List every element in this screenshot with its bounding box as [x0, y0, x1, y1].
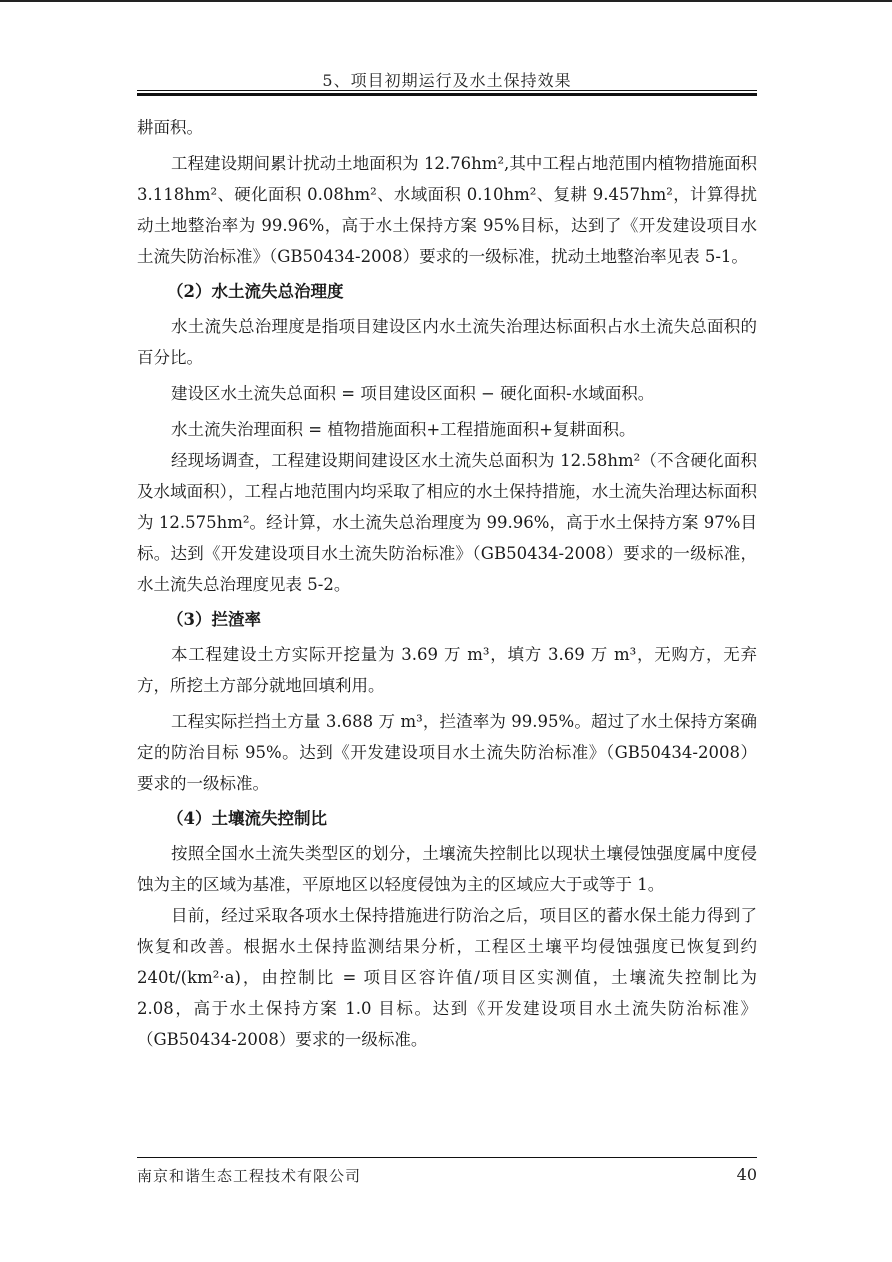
header-rule — [137, 90, 757, 91]
paragraph-retention-rate: 工程实际拦挡土方量 3.688 万 m³，拦渣率为 99.95%。超过了水土保持方案确定的防治目标 95%。达到《开发建设项目水土流失防治标准》（GB50434-2008）要求的一级标准。 — [137, 712, 757, 793]
section-heading-3: （3）拦渣率 — [167, 610, 261, 629]
paragraph-definition: 水土流失总治理度是指项目建设区内水土流失治理达标面积占水土流失总面积的百分比。 — [137, 317, 757, 367]
section-heading-2: （2）水土流失总治理度 — [167, 282, 344, 301]
section-heading-4: （4）土壤流失控制比 — [167, 809, 327, 828]
page-number: 40 — [736, 1165, 757, 1184]
top-border — [0, 0, 892, 2]
formula-total-area: 建设区水土流失总面积 = 项目建设区面积 − 硬化面积-水域面积。 — [171, 384, 655, 403]
paragraph-earthwork: 本工程建设土方实际开挖量为 3.69 万 m³，填方 3.69 万 m³，无购方，无弃方，所挖土方部分就地回填利用。 — [137, 645, 757, 695]
footer-company: 南京和谐生态工程技术有限公司 — [137, 1167, 362, 1185]
header-rule-thick — [137, 93, 757, 96]
paragraph-disturbed-land: 工程建设期间累计扰动土地面积为 12.76hm²,其中工程占地范围内植物措施面积 3.118hm²、硬化面积 0.08hm²、水域面积 0.10hm²、复耕 9.457hm²，计算得扰动土地整治率为 99.96%，高于水土保持方案 95%目标，达到了《开发建设项目水土流失防治标准》（GB50434-2008）要求的一级标准，扰动土地整治率见表 5-1。 — [137, 154, 757, 266]
page-header — [137, 62, 757, 98]
formula-treated-area: 水土流失治理面积 = 植物措施面积+工程措施面积+复耕面积。 — [171, 420, 636, 439]
page-body — [137, 112, 757, 1055]
paragraph-continued: 耕面积。 — [137, 118, 203, 137]
paragraph-control-ratio: 目前，经过采取各项水土保持措施进行防治之后，项目区的蓄水保土能力得到了恢复和改善。根据水土保持监测结果分析，工程区土壤平均侵蚀强度已恢复到约 240t/(km²·a)，由控制比 = 项目区容许值/项目区实测值，土壤流失控制比为 2.08，高于水土保持方案 1.0 目标。达到《开发建设项目水土流失防治标准》（GB50434-2008）要求的一级标准。 — [137, 906, 757, 1049]
paragraph-survey-result: 经现场调查，工程建设期间建设区水土流失总面积为 12.58hm²（不含硬化面积及水域面积），工程占地范围内均采取了相应的水土保持措施，水土流失治理达标面积为 12.575hm²。经计算，水土流失总治理度为 99.96%，高于水土保持方案 97%目标。达到《开发建设项目水土流失防治标准》（GB50434-2008）要求的一级标准，水土流失总治理度见表 5-2。 — [137, 451, 757, 594]
footer-rule — [137, 1157, 757, 1158]
header-title: 5、项目初期运行及水土保持效果 — [322, 71, 572, 90]
paragraph-control-basis: 按照全国水土流失类型区的划分，土壤流失控制比以现状土壤侵蚀强度属中度侵蚀为主的区域为基准，平原地区以轻度侵蚀为主的区域应大于或等于 1。 — [137, 844, 757, 894]
